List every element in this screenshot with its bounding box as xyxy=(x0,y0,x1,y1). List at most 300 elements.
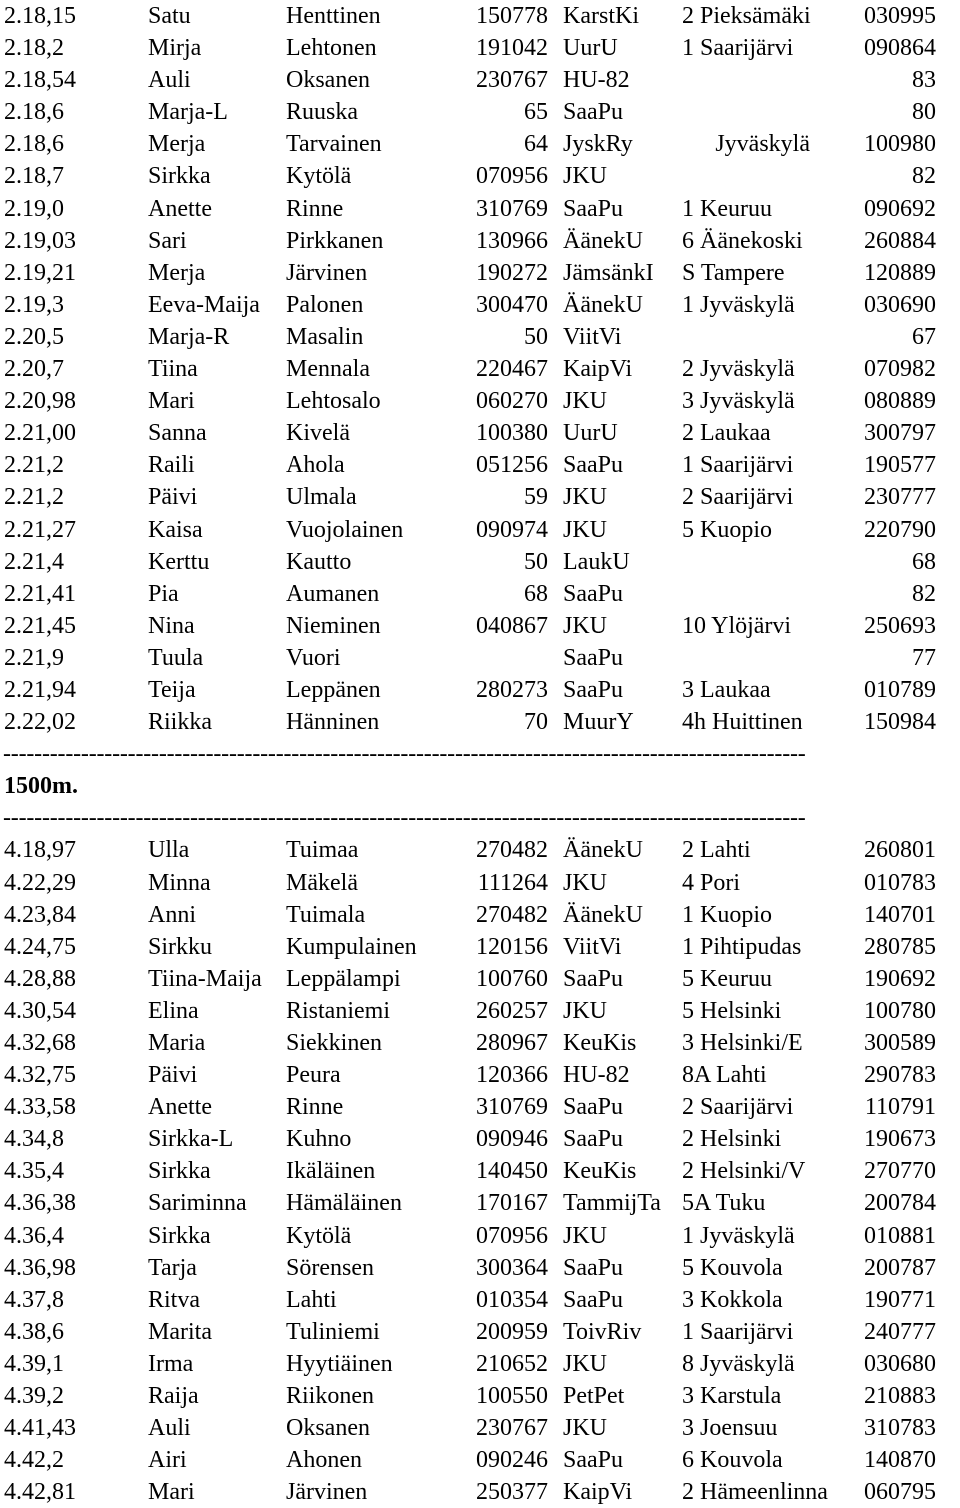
result-time: 4.42,2 xyxy=(4,1447,64,1474)
result-time: 2.20,5 xyxy=(4,323,64,350)
club: SaaPu xyxy=(563,195,623,222)
table-row xyxy=(0,706,960,738)
first-name: Teija xyxy=(148,676,196,703)
competition-date: 68 xyxy=(912,548,936,575)
last-name: Tuimaa xyxy=(286,837,359,864)
table-row xyxy=(0,193,960,225)
club: JKU xyxy=(563,163,608,190)
table-row xyxy=(0,1091,960,1123)
birth-date: 090974 xyxy=(476,516,548,543)
result-time: 4.42,81 xyxy=(4,1479,76,1506)
competition-date: 77 xyxy=(912,644,936,671)
competition-place: 5 Keuruu xyxy=(682,965,772,992)
result-time: 2.18,6 xyxy=(4,131,64,158)
competition-date: 070982 xyxy=(864,356,936,383)
club: ÄänekU xyxy=(563,291,643,318)
club: KarstKi xyxy=(563,3,639,29)
competition-place: 3 Kokkola xyxy=(682,1286,783,1313)
competition-place: 1 Saarijärvi xyxy=(682,452,794,479)
competition-date: 030680 xyxy=(864,1350,936,1377)
club: JKU xyxy=(563,997,608,1024)
result-time: 4.38,6 xyxy=(4,1318,64,1345)
table-row xyxy=(0,0,960,32)
competition-place: 4h Huittinen xyxy=(682,709,803,736)
first-name: Sirkku xyxy=(148,933,213,960)
first-name: Sirkka-L xyxy=(148,1126,234,1153)
competition-date: 260884 xyxy=(864,227,936,254)
first-name: Airi xyxy=(148,1447,187,1474)
competition-date: 090864 xyxy=(864,35,936,62)
birth-date: 200959 xyxy=(476,1318,548,1345)
club: JKU xyxy=(563,1222,608,1249)
birth-date: 70 xyxy=(524,709,548,736)
first-name: Sari xyxy=(148,227,187,254)
result-time: 4.32,75 xyxy=(4,1062,76,1089)
birth-date: 50 xyxy=(524,323,548,350)
competition-place: 2 Jyväskylä xyxy=(682,356,795,383)
competition-date: 190577 xyxy=(864,452,936,479)
competition-place: 2 Laukaa xyxy=(682,420,771,447)
birth-date: 100550 xyxy=(476,1383,548,1410)
first-name: Marita xyxy=(148,1318,212,1345)
result-time: 4.39,1 xyxy=(4,1350,64,1377)
birth-date: 010354 xyxy=(476,1286,548,1313)
last-name: Masalin xyxy=(286,323,364,350)
result-time: 2.20,7 xyxy=(4,356,64,383)
first-name: Auli xyxy=(148,67,191,94)
competition-date: 030690 xyxy=(864,291,936,318)
birth-date: 68 xyxy=(524,580,548,607)
club: JämsänkI xyxy=(563,259,654,286)
first-name: Sirkka xyxy=(148,1158,211,1185)
club: JKU xyxy=(563,484,608,511)
birth-date: 64 xyxy=(524,131,548,158)
birth-date: 120366 xyxy=(476,1062,548,1089)
table-row xyxy=(0,64,960,96)
competition-date: 190771 xyxy=(864,1286,936,1313)
last-name: Kytölä xyxy=(286,163,352,190)
competition-date: 300797 xyxy=(864,420,936,447)
result-time: 4.39,2 xyxy=(4,1383,64,1410)
result-time: 2.21,4 xyxy=(4,548,64,575)
competition-date: 080889 xyxy=(864,388,936,415)
club: KeuKis xyxy=(563,1158,637,1185)
birth-date: 111264 xyxy=(477,869,548,896)
competition-date: 200784 xyxy=(864,1190,936,1217)
first-name: Nina xyxy=(148,612,195,639)
first-name: Eeva-Maija xyxy=(148,291,260,318)
table-row xyxy=(0,1380,960,1412)
table-row xyxy=(0,995,960,1027)
birth-date: 310769 xyxy=(476,1094,548,1121)
competition-place: S Tampere xyxy=(682,259,785,286)
result-time: 4.24,75 xyxy=(4,933,76,960)
competition-place: 1 Pihtipudas xyxy=(682,933,802,960)
last-name: Pirkkanen xyxy=(286,227,384,254)
first-name: Ritva xyxy=(148,1286,200,1313)
result-time: 2.19,3 xyxy=(4,291,64,318)
competition-date: 190673 xyxy=(864,1126,936,1153)
competition-place: 3 Jyväskylä xyxy=(682,388,795,415)
competition-date: 250693 xyxy=(864,612,936,639)
last-name: Kuhno xyxy=(286,1126,352,1153)
competition-date: 030995 xyxy=(864,3,936,29)
birth-date: 070956 xyxy=(476,1222,548,1249)
first-name: Auli xyxy=(148,1415,191,1442)
result-time: 4.32,68 xyxy=(4,1030,76,1056)
result-time: 2.18,54 xyxy=(4,67,76,94)
birth-date: 190272 xyxy=(476,259,548,286)
club: SaaPu xyxy=(563,580,623,607)
last-name: Järvinen xyxy=(286,259,368,286)
table-row xyxy=(0,1059,960,1091)
table-row xyxy=(0,1284,960,1316)
competition-place: 10 Ylöjärvi xyxy=(682,612,792,639)
last-name: Lehtosalo xyxy=(286,388,381,415)
table-row xyxy=(0,546,960,578)
result-time: 2.18,2 xyxy=(4,35,64,62)
last-name: Kumpulainen xyxy=(286,933,417,960)
birth-date: 59 xyxy=(524,484,548,511)
table-row xyxy=(0,481,960,513)
first-name: Päivi xyxy=(148,1062,198,1089)
table-row xyxy=(0,1027,960,1059)
competition-place: 4 Pori xyxy=(682,869,741,896)
birth-date: 310769 xyxy=(476,195,548,222)
results-table-top xyxy=(0,0,960,738)
result-time: 2.22,02 xyxy=(4,709,76,736)
first-name: Sirkka xyxy=(148,1222,211,1249)
competition-place: 1 Kuopio xyxy=(682,901,772,928)
club: UurU xyxy=(563,35,618,62)
birth-date: 060270 xyxy=(476,388,548,415)
club: JyskRy xyxy=(563,131,633,158)
first-name: Anni xyxy=(148,901,196,928)
club: HU-82 xyxy=(563,1062,630,1089)
last-name: Hämäläinen xyxy=(286,1190,402,1217)
result-time: 2.21,45 xyxy=(4,612,76,639)
result-time: 4.36,38 xyxy=(4,1190,76,1217)
competition-date: 83 xyxy=(912,67,936,94)
competition-date: 120889 xyxy=(864,259,936,286)
club: ÄänekU xyxy=(563,837,643,864)
result-time: 2.19,0 xyxy=(4,195,64,222)
separator-line: ------------------------------------------------------------------------------------------------------- xyxy=(3,805,806,832)
club: SaaPu xyxy=(563,1126,623,1153)
result-time: 2.21,2 xyxy=(4,484,64,511)
result-time: 2.21,00 xyxy=(4,420,76,447)
birth-date: 100760 xyxy=(476,965,548,992)
competition-place: 3 Laukaa xyxy=(682,676,771,703)
competition-place: 1 Saarijärvi xyxy=(682,1318,794,1345)
table-row xyxy=(0,1412,960,1444)
last-name: Oksanen xyxy=(286,1415,370,1442)
last-name: Oksanen xyxy=(286,67,370,94)
birth-date: 270482 xyxy=(476,901,548,928)
birth-date: 250377 xyxy=(476,1479,548,1506)
section-heading-1500m: 1500m. xyxy=(4,773,78,800)
table-row xyxy=(0,1187,960,1219)
result-time: 2.18,7 xyxy=(4,163,64,190)
last-name: Peura xyxy=(286,1062,341,1089)
first-name: Mari xyxy=(148,388,195,415)
result-time: 4.36,98 xyxy=(4,1254,76,1281)
competition-date: 200787 xyxy=(864,1254,936,1281)
birth-date: 300470 xyxy=(476,291,548,318)
competition-date: 100780 xyxy=(864,997,936,1024)
birth-date: 191042 xyxy=(476,35,548,62)
last-name: Leppälampi xyxy=(286,965,401,992)
last-name: Ruuska xyxy=(286,99,358,126)
first-name: Riikka xyxy=(148,709,212,736)
club: UurU xyxy=(563,420,618,447)
club: ViitVi xyxy=(563,323,622,350)
result-time: 2.21,94 xyxy=(4,676,76,703)
first-name: Pia xyxy=(148,580,179,607)
competition-place: 2 Hämeenlinna xyxy=(682,1479,828,1506)
competition-date: 67 xyxy=(912,323,936,350)
first-name: Irma xyxy=(148,1350,194,1377)
competition-place: 8 Jyväskylä xyxy=(682,1350,795,1377)
last-name: Mennala xyxy=(286,356,370,383)
club: PetPet xyxy=(563,1383,625,1410)
competition-date: 140701 xyxy=(864,901,936,928)
competition-place: 8A Lahti xyxy=(682,1062,767,1089)
first-name: Mari xyxy=(148,1479,195,1506)
table-row xyxy=(0,160,960,192)
club: MuurY xyxy=(563,709,634,736)
last-name: Tarvainen xyxy=(286,131,382,158)
result-time: 2.18,6 xyxy=(4,99,64,126)
competition-place: 2 Saarijärvi xyxy=(682,484,794,511)
last-name: Rinne xyxy=(286,1094,344,1121)
club: SaaPu xyxy=(563,1094,623,1121)
table-row xyxy=(0,1123,960,1155)
birth-date: 280967 xyxy=(476,1030,548,1056)
table-row xyxy=(0,1444,960,1476)
first-name: Anette xyxy=(148,195,212,222)
table-row xyxy=(0,642,960,674)
first-name: Kaisa xyxy=(148,516,203,543)
last-name: Aumanen xyxy=(286,580,380,607)
table-row xyxy=(0,578,960,610)
competition-date: 240777 xyxy=(864,1318,936,1345)
birth-date: 040867 xyxy=(476,612,548,639)
competition-place: 3 Joensuu xyxy=(682,1415,778,1442)
last-name: Ulmala xyxy=(286,484,357,511)
birth-date: 070956 xyxy=(476,163,548,190)
birth-date: 300364 xyxy=(476,1254,548,1281)
table-row xyxy=(0,96,960,128)
table-row xyxy=(0,867,960,899)
competition-date: 060795 xyxy=(864,1479,936,1506)
birth-date: 260257 xyxy=(476,997,548,1024)
club: JKU xyxy=(563,516,608,543)
last-name: Rinne xyxy=(286,195,344,222)
first-name: Sirkka xyxy=(148,163,211,190)
table-row xyxy=(0,353,960,385)
last-name: Lehtonen xyxy=(286,35,377,62)
competition-place: 2 Lahti xyxy=(682,837,751,864)
table-row xyxy=(0,1316,960,1348)
last-name: Hyytiäinen xyxy=(286,1350,393,1377)
result-time: 4.36,4 xyxy=(4,1222,64,1249)
first-name: Maria xyxy=(148,1030,206,1056)
club: SaaPu xyxy=(563,452,623,479)
first-name: Anette xyxy=(148,1094,212,1121)
last-name: Riikonen xyxy=(286,1383,374,1410)
competition-date: 010789 xyxy=(864,676,936,703)
competition-place: 5 Helsinki xyxy=(682,997,782,1024)
last-name: Palonen xyxy=(286,291,364,318)
first-name: Raija xyxy=(148,1383,199,1410)
competition-date: 150984 xyxy=(864,709,936,736)
competition-date: 280785 xyxy=(864,933,936,960)
table-row xyxy=(0,449,960,481)
birth-date: 230767 xyxy=(476,1415,548,1442)
result-time: 4.28,88 xyxy=(4,965,76,992)
club: SaaPu xyxy=(563,644,623,671)
club: KeuKis xyxy=(563,1030,637,1056)
birth-date: 150778 xyxy=(476,3,548,29)
club: ÄänekU xyxy=(563,901,643,928)
club: ÄänekU xyxy=(563,227,643,254)
competition-date: 090692 xyxy=(864,195,936,222)
first-name: Tarja xyxy=(148,1254,197,1281)
table-row xyxy=(0,931,960,963)
club: SaaPu xyxy=(563,965,623,992)
competition-place: 6 Kouvola xyxy=(682,1447,783,1474)
last-name: Sörensen xyxy=(286,1254,374,1281)
table-row xyxy=(0,1220,960,1252)
last-name: Kivelä xyxy=(286,420,350,447)
table-row xyxy=(0,32,960,64)
competition-place: 1 Saarijärvi xyxy=(682,35,794,62)
table-row xyxy=(0,225,960,257)
competition-date: 260801 xyxy=(864,837,936,864)
birth-date: 120156 xyxy=(476,933,548,960)
result-time: 4.41,43 xyxy=(4,1415,76,1442)
result-time: 2.21,2 xyxy=(4,452,64,479)
birth-date: 210652 xyxy=(476,1350,548,1377)
last-name: Hänninen xyxy=(286,709,380,736)
birth-date: 090946 xyxy=(476,1126,548,1153)
table-row xyxy=(0,417,960,449)
result-time: 2.19,03 xyxy=(4,227,76,254)
last-name: Vuori xyxy=(286,644,341,671)
competition-place: 2 Helsinki/V xyxy=(682,1158,806,1185)
competition-date: 010881 xyxy=(864,1222,936,1249)
result-time: 2.20,98 xyxy=(4,388,76,415)
result-time: 4.30,54 xyxy=(4,997,76,1024)
club: TammijTa xyxy=(563,1190,661,1217)
last-name: Lahti xyxy=(286,1286,337,1313)
competition-date: 100980 xyxy=(864,131,936,158)
competition-place: 5 Kouvola xyxy=(682,1254,783,1281)
competition-date: 010783 xyxy=(864,869,936,896)
competition-date: 190692 xyxy=(864,965,936,992)
competition-date: 110791 xyxy=(864,1094,936,1121)
first-name: Minna xyxy=(148,869,211,896)
result-time: 2.18,15 xyxy=(4,3,76,29)
competition-place: 5A Tuku xyxy=(682,1190,766,1217)
competition-place: 3 Karstula xyxy=(682,1383,782,1410)
club: JKU xyxy=(563,1415,608,1442)
competition-date: 210883 xyxy=(864,1383,936,1410)
result-time: 2.21,41 xyxy=(4,580,76,607)
birth-date: 280273 xyxy=(476,676,548,703)
birth-date: 170167 xyxy=(476,1190,548,1217)
result-time: 4.35,4 xyxy=(4,1158,64,1185)
club: JKU xyxy=(563,388,608,415)
competition-place: 2 Helsinki xyxy=(682,1126,782,1153)
first-name: Päivi xyxy=(148,484,198,511)
last-name: Vuojolainen xyxy=(286,516,404,543)
first-name: Sanna xyxy=(148,420,207,447)
first-name: Tuula xyxy=(148,644,204,671)
result-time: 4.23,84 xyxy=(4,901,76,928)
birth-date: 230767 xyxy=(476,67,548,94)
first-name: Kerttu xyxy=(148,548,210,575)
competition-place: 1 Jyväskylä xyxy=(682,1222,795,1249)
first-name: Raili xyxy=(148,452,195,479)
last-name: Järvinen xyxy=(286,1479,368,1506)
birth-date: 051256 xyxy=(476,452,548,479)
competition-place: 3 Helsinki/E xyxy=(682,1030,803,1056)
result-time: 2.21,9 xyxy=(4,644,64,671)
table-row xyxy=(0,1155,960,1187)
result-time: 4.34,8 xyxy=(4,1126,64,1153)
competition-date: 80 xyxy=(912,99,936,126)
birth-date: 50 xyxy=(524,548,548,575)
competition-date: 140870 xyxy=(864,1447,936,1474)
competition-date: 220790 xyxy=(864,516,936,543)
first-name: Mirja xyxy=(148,35,202,62)
club: JKU xyxy=(563,612,608,639)
first-name: Sariminna xyxy=(148,1190,247,1217)
last-name: Leppänen xyxy=(286,676,381,703)
club: KaipVi xyxy=(563,1479,633,1506)
last-name: Ikäläinen xyxy=(286,1158,376,1185)
club: ViitVi xyxy=(563,933,622,960)
result-time: 4.22,29 xyxy=(4,869,76,896)
first-name: Satu xyxy=(148,3,191,29)
first-name: Tiina-Maija xyxy=(148,965,262,992)
birth-date: 090246 xyxy=(476,1447,548,1474)
competition-place: 5 Kuopio xyxy=(682,516,772,543)
competition-date: 82 xyxy=(912,163,936,190)
last-name: Kytölä xyxy=(286,1222,352,1249)
table-row xyxy=(0,963,960,995)
result-time: 4.18,97 xyxy=(4,837,76,864)
club: HU-82 xyxy=(563,67,630,94)
last-name: Ristaniemi xyxy=(286,997,390,1024)
table-row xyxy=(0,321,960,353)
club: KaipVi xyxy=(563,356,633,383)
club: JKU xyxy=(563,869,608,896)
first-name: Ulla xyxy=(148,837,190,864)
table-row xyxy=(0,514,960,546)
table-row xyxy=(0,834,960,866)
result-time: 4.37,8 xyxy=(4,1286,64,1313)
table-row xyxy=(0,899,960,931)
table-row xyxy=(0,385,960,417)
table-row xyxy=(0,289,960,321)
first-name: Merja xyxy=(148,131,206,158)
last-name: Kautto xyxy=(286,548,352,575)
club: SaaPu xyxy=(563,1286,623,1313)
last-name: Siekkinen xyxy=(286,1030,382,1056)
